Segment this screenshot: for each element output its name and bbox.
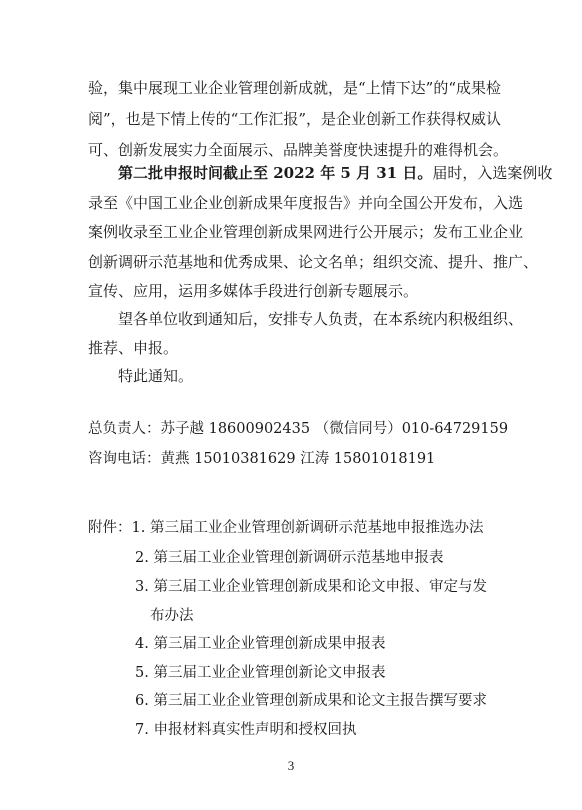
attachment-item-2: 2. 第三届工业企业管理创新调研示范基地申报表 (135, 550, 444, 566)
paragraph-2-line-1-rest: 届时，入选案例收 (432, 164, 553, 182)
deadline-bold-text: 第二批申报时间截止至 2022 年 5 月 31 日。 (118, 164, 433, 182)
attachment-item-3-continued: 布办法 (150, 608, 194, 624)
attachment-item-5: 5. 第三届工业企业管理创新论文申报表 (135, 665, 386, 681)
paragraph-2-line-5: 宣传、应用，运用多媒体手段进行创新专题展示。 (88, 282, 419, 300)
contact-line-2: 咨询电话：黄燕 15010381629 江涛 15801018191 (88, 451, 436, 467)
paragraph-3-line-2: 推荐、申报。 (88, 339, 179, 357)
paragraph-2-line-1 (118, 163, 553, 183)
paragraph-2-line-3: 案例收录至工业企业管理创新成果网进行公开展示；发布工业企业 (88, 223, 524, 241)
paragraph-3-line-1: 望各单位收到通知后，安排专人负责，在本系统内积极组织、 (118, 310, 524, 328)
paragraph-1-line-2: 阅”，也是下情上传的“工作汇报”，是企业创新工作获得权威认 (88, 110, 502, 128)
attachment-item-7: 7. 申报材料真实性声明和授权回执 (135, 722, 357, 738)
attachment-item-1: 附件：1. 第三届工业企业管理创新调研示范基地申报推选办法 (88, 520, 484, 536)
closing-text: 特此通知。 (118, 367, 194, 385)
attachment-item-6: 6. 第三届工业企业管理创新成果和论文主报告撰写要求 (135, 693, 487, 709)
page-number: 3 (287, 758, 295, 773)
paragraph-1-line-3: 可、创新发展实力全面展示、品牌美誉度快速提升的难得机会。 (88, 141, 509, 159)
paragraph-1-line-1: 验，集中展现工业企业管理创新成就，是“上情下达”的“成果检 (88, 79, 502, 97)
paragraph-2-line-4: 创新调研示范基地和优秀成果、论文名单；组织交流、提升、推广、 (88, 253, 539, 271)
paragraph-2-line-2: 录至《中国工业企业创新成果年度报告》并向全国公开发布，入选 (88, 194, 524, 212)
attachment-item-3: 3. 第三届工业企业管理创新成果和论文申报、审定与发 (135, 579, 487, 595)
contact-line-1: 总负责人：苏子越 18600902435 （微信同号）010-64729159 (88, 421, 509, 437)
attachment-item-4: 4. 第三届工业企业管理创新成果申报表 (135, 636, 386, 652)
